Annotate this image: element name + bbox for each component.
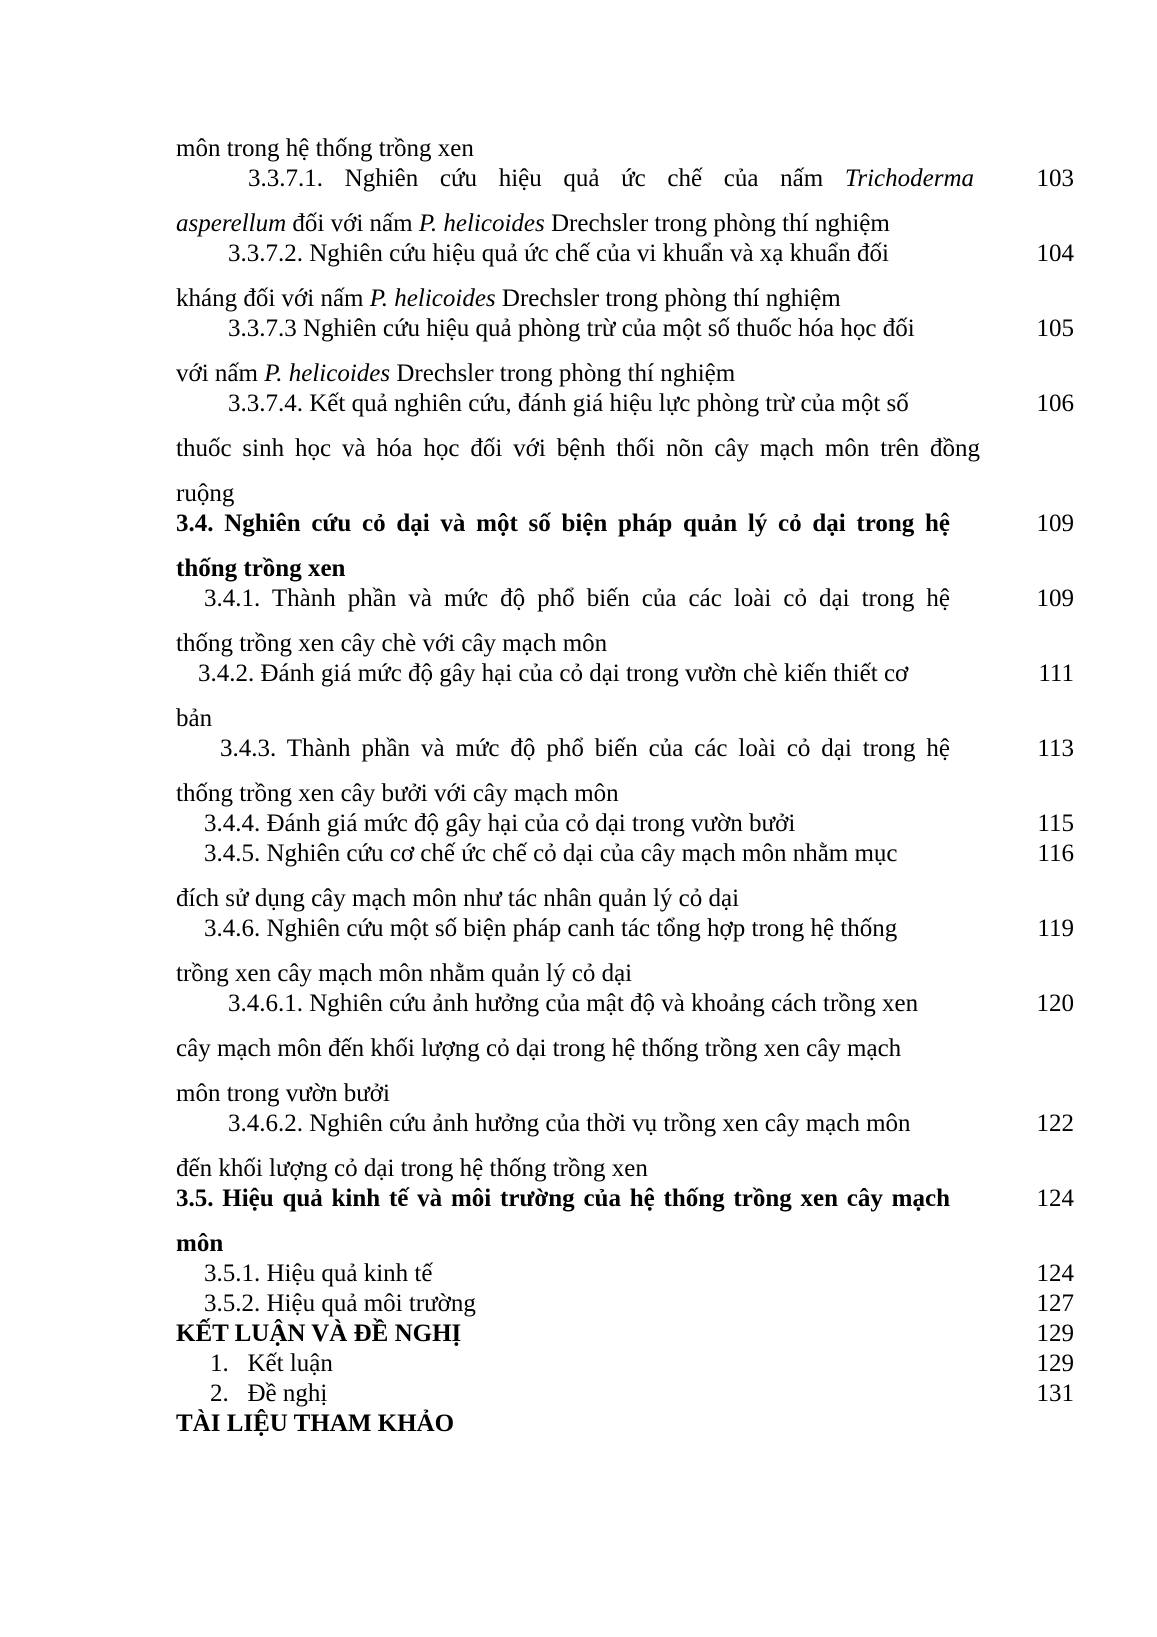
toc-line-text: Drechsler trong phòng thí nghiệm	[550, 210, 890, 237]
toc-page-number: 120	[1036, 990, 1074, 1017]
toc-entry: 3.5.2. Hiệu quả môi trường	[204, 1290, 476, 1317]
toc-chapter-heading: TÀI LIỆU THAM KHẢO	[176, 1410, 455, 1437]
toc-page-number: 106	[1036, 390, 1074, 417]
toc-page-number: 122	[1036, 1110, 1074, 1137]
toc-entry: 3.3.7.2. Nghiên cứu hiệu quả ức chế của vi khuẩn và xạ khuẩn đối	[228, 240, 889, 267]
toc-page-number: 109	[1036, 585, 1074, 612]
toc-line: đích sử dụng cây mạch môn như tác nhân quản lý cỏ dại	[176, 885, 740, 912]
toc-line-italic: P. helicoides	[418, 210, 545, 237]
toc-line-text: đối với nấm	[292, 210, 413, 237]
toc-entry: 3.4.3. Thành phần và mức độ phổ biến của các loài cỏ dại trong hệ	[220, 735, 950, 762]
toc-page-number: 105	[1036, 315, 1074, 342]
toc-line-text: kháng đối với nấm	[176, 285, 364, 312]
toc-page-number: 103	[1036, 165, 1074, 192]
toc-entry: 3.4.6. Nghiên cứu một số biện pháp canh tác tổng hợp trong hệ thống	[204, 915, 898, 942]
toc-entry-text: 3.3.7.1. Nghiên cứu hiệu quả ức chế của nấm	[248, 165, 824, 192]
toc-entry-italic: Trichoderma	[844, 165, 975, 192]
toc-line-text: Drechsler trong phòng thí nghiệm	[501, 285, 841, 312]
toc-page-number: 109	[1036, 510, 1074, 537]
toc-entry: 3.4.5. Nghiên cứu cơ chế ức chế cỏ dại của cây mạch môn nhằm mục	[204, 840, 898, 867]
toc-line	[176, 359, 735, 389]
toc-line: môn trong vườn bưởi	[176, 1080, 390, 1107]
toc-section-heading: thống trồng xen	[176, 555, 346, 582]
toc-line: bản	[176, 705, 213, 732]
toc-entry: 3.4.6.2. Nghiên cứu ảnh hưởng của thời vụ trồng xen cây mạch môn	[228, 1110, 911, 1137]
toc-page-number: 127	[1036, 1290, 1074, 1317]
toc-line: ruộng	[176, 480, 235, 507]
toc-page-number: 111	[1038, 660, 1074, 687]
toc-entry: 3.4.6.1. Nghiên cứu ảnh hưởng của mật độ và khoảng cách trồng xen	[228, 990, 919, 1017]
toc-line-italic: P. helicoides	[264, 360, 391, 387]
toc-line: môn trong hệ thống trồng xen	[176, 135, 474, 162]
toc-entry: 3.3.7.3 Nghiên cứu hiệu quả phòng trừ của một số thuốc hóa học đối	[228, 315, 915, 342]
toc-entry: 1. Kết luận	[210, 1350, 333, 1377]
toc-page-number: 124	[1036, 1185, 1074, 1212]
toc-section-heading: 3.4. Nghiên cứu cỏ dại và một số biện pháp quản lý cỏ dại trong hệ	[176, 510, 950, 537]
toc-line-italic: P. helicoides	[369, 285, 496, 312]
toc-entry: 3.3.7.4. Kết quả nghiên cứu, đánh giá hiệu lực phòng trừ của một số	[228, 390, 909, 417]
toc-page-number: 124	[1036, 1260, 1074, 1287]
toc-section-heading: 3.5. Hiệu quả kinh tế và môi trường của hệ thống trồng xen cây mạch	[176, 1185, 950, 1212]
toc-line: thống trồng xen cây bưởi với cây mạch môn	[176, 780, 619, 807]
toc-page-number: 131	[1036, 1380, 1074, 1407]
toc-page-number: 116	[1037, 840, 1074, 867]
toc-entry	[248, 164, 974, 194]
toc-page-number: 129	[1036, 1320, 1074, 1347]
toc-entry: 3.5.1. Hiệu quả kinh tế	[204, 1260, 433, 1287]
toc-page-number: 115	[1037, 810, 1074, 837]
toc-entry: 3.4.4. Đánh giá mức độ gây hại của cỏ dại trong vườn bưởi	[204, 810, 796, 837]
toc-line-text: Drechsler trong phòng thí nghiệm	[396, 360, 736, 387]
toc-line: thống trồng xen cây chè với cây mạch môn	[176, 630, 608, 657]
toc-chapter-heading: KẾT LUẬN VÀ ĐỀ NGHỊ	[176, 1320, 462, 1347]
toc-line-italic: asperellum	[176, 210, 287, 237]
toc-entry: 3.4.1. Thành phần và mức độ phổ biến của các loài cỏ dại trong hệ	[204, 585, 950, 612]
toc-entry: 3.4.2. Đánh giá mức độ gây hại của cỏ dại trong vườn chè kiến thiết cơ	[198, 660, 909, 687]
toc-line-text: với nấm	[176, 360, 258, 387]
toc-page-number: 104	[1036, 240, 1074, 267]
toc-line: trồng xen cây mạch môn nhằm quản lý cỏ dại	[176, 960, 633, 987]
toc-line: cây mạch môn đến khối lượng cỏ dại trong hệ thống trồng xen cây mạch	[176, 1035, 902, 1062]
toc-section-heading: môn	[176, 1230, 224, 1257]
toc-line	[176, 284, 841, 314]
toc-line: thuốc sinh học và hóa học đối với bệnh thối nõn cây mạch môn trên đồng	[176, 435, 980, 462]
toc-page-number: 119	[1037, 915, 1074, 942]
toc-line	[176, 209, 890, 239]
toc-page-number: 129	[1036, 1350, 1074, 1377]
toc-line: đến khối lượng cỏ dại trong hệ thống trồng xen	[176, 1155, 648, 1182]
toc-page-number: 113	[1037, 735, 1074, 762]
toc-entry: 2. Đề nghị	[210, 1380, 328, 1407]
